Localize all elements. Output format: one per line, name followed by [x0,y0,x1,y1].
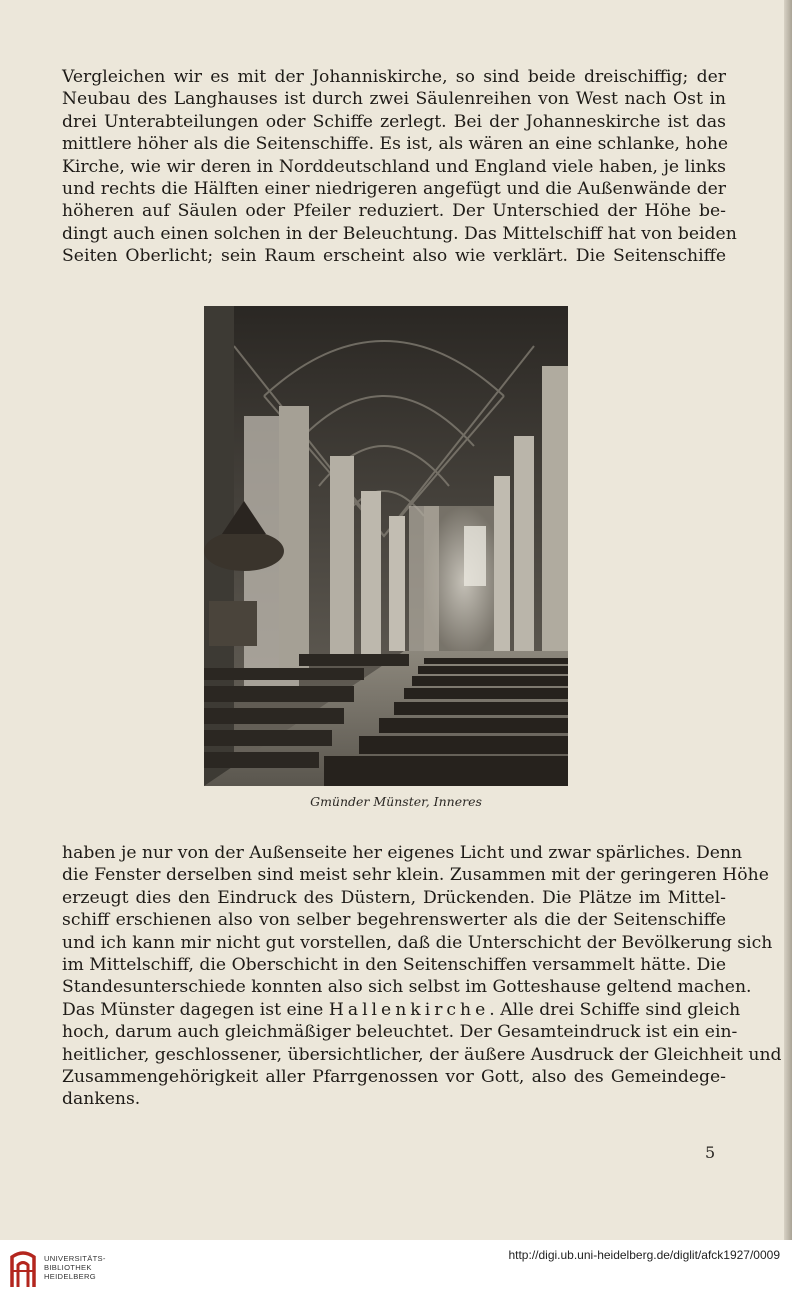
library-name-line: UNIVERSITÄTS- [44,1254,106,1263]
text-line: und ich kann mir nicht gut vorstellen, daß die Unterschicht der Bevölkerung sich [62,932,773,953]
text-line: hoch, darum auch gleichmäßiger beleuchtet. Der Gesamteindruck ist ein ein- [62,1022,738,1043]
viewer-footer [0,1240,792,1297]
text-line: heitlicher, geschlossener, übersichtlicher, der äußere Ausdruck der Gleichheit und [62,1044,782,1065]
text-line: Neubau des Langhauses ist durch zwei Säulenreihen von West nach Ost in [62,89,726,110]
emphasized-term: Hallenkirche [328,999,490,1020]
text-line: Vergleichen wir es mit der Johanniskirche, so sind beide dreischiffig; der [62,67,726,87]
figure-caption: Gmünder Münster, Inneres [310,794,482,809]
paragraph-bottom [62,842,782,1111]
text-line-hallenkirche [62,999,741,1021]
text-line: mittlere höher als die Seitenschiffe. Es ist, als wären an eine schlanke, hohe [62,134,729,155]
library-name [44,1254,106,1281]
library-name-line: HEIDELBERG [44,1272,96,1281]
text-line: Zusammengehörigkeit aller Pfarrgenossen vor Gott, also des Gemeindege- [62,1067,726,1088]
text-line: dingt auch einen solchen in der Beleuchtung. Das Mittelschiff hat von beiden [62,223,737,244]
text-line: Standesunterschiede konnten also sich selbst im Gotteshause geltend machen. [62,977,752,998]
text-line: Kirche, wie wir deren in Norddeutschland und England viele haben, je links [62,156,726,177]
text-line: Seiten Oberlicht; sein Raum erscheint also wie verklärt. Die Seitenschiffe [62,246,726,267]
text-line: schiff erschienen also von selber begehrenswerter als die der Seitenschiffe [62,910,726,931]
text-line: erzeugt dies den Eindruck des Düstern, Drückenden. Die Plätze im Mittel- [62,887,726,908]
text-line: höheren auf Säulen oder Pfeiler reduziert. Der Unterschied der Höhe be- [62,201,726,222]
page-edge-shadow [784,0,792,1240]
text-line: die Fenster derselben sind meist sehr klein. Zusammen mit der geringeren Höhe [62,865,769,886]
text-fragment: . Alle drei Schiffe sind gleich [489,999,741,1020]
text-fragment: Das Münster dagegen ist eine [62,999,324,1020]
paragraph-top [62,66,737,268]
text-line: haben je nur von der Außenseite her eigenes Licht und zwar spärliches. Denn [62,843,743,863]
library-name-line: BIBLIOTHEK [44,1263,92,1272]
church-interior-photo [204,306,568,786]
text-line: und rechts die Hälften einer niedrigeren angefügt und die Außenwände der [62,179,726,200]
text-line: drei Unterabteilungen oder Schiffe zerlegt. Bei der Johanneskirche ist das [62,111,726,132]
text-line: im Mittelschiff, die Oberschicht in den Seitenschiffen versammelt hätte. Die [62,955,726,976]
page-number: 5 [705,1143,716,1162]
university-library-logo-icon[interactable] [8,1247,38,1291]
permalink-url[interactable]: http://digi.ub.uni-heidelberg.de/diglit/afck1927/0009 [508,1248,780,1262]
text-line: dankens. [62,1089,141,1110]
